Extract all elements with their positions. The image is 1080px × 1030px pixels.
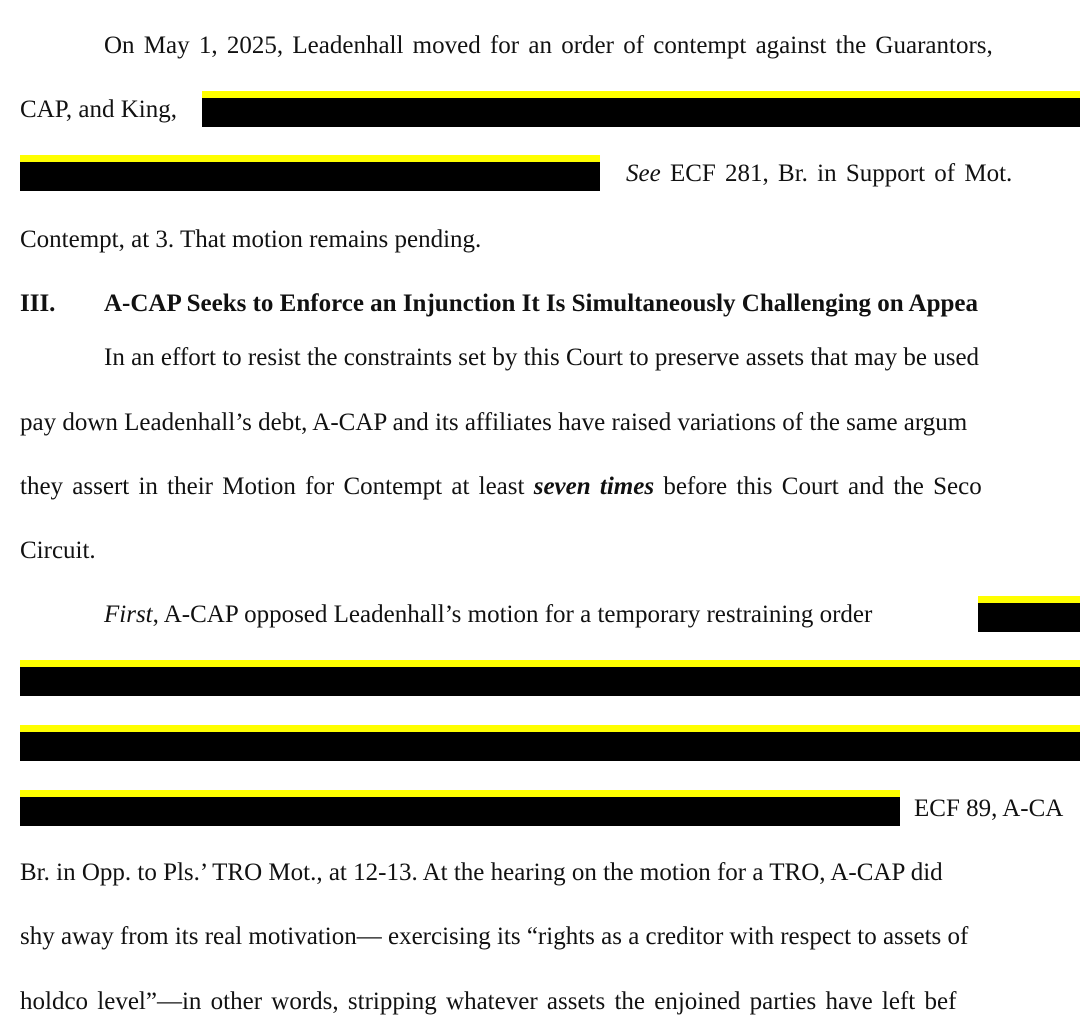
first-word: First — [104, 601, 153, 628]
redaction-block — [20, 797, 900, 826]
emphasis-seven-times: seven times — [533, 473, 655, 500]
para1-line1: On May 1, 2025, Leadenhall moved for an order of contempt against the Guarantors, — [104, 32, 993, 59]
para3-line6: shy away from its real motivation— exercising its “rights as a creditor with respect to assets of — [20, 923, 969, 950]
redaction-block — [20, 667, 1080, 696]
para1-line3 — [626, 159, 1012, 189]
redaction-block — [202, 98, 1080, 127]
para2-line4: Circuit. — [20, 537, 96, 564]
para1-line2: CAP, and King, — [20, 96, 177, 123]
para2-line1: In an effort to resist the constraints set by this Court to preserve assets that may be used — [104, 344, 980, 371]
para3-line1-rest: , A-CAP opposed Leadenhall’s motion for a temporary restraining order — [152, 601, 873, 628]
highlight-bar — [202, 91, 1080, 98]
redaction-block — [20, 162, 600, 191]
redaction-block — [20, 732, 1080, 761]
para2-line3-start: they assert in their Motion for Contempt at least — [20, 473, 534, 500]
highlight-bar — [20, 725, 1080, 732]
section-title: A-CAP Seeks to Enforce an Injunction It Is Simultaneously Challenging on Appea — [104, 290, 978, 317]
section-number: III. — [20, 290, 56, 317]
para1-line3-citation: ECF 281, Br. in Support of Mot. — [660, 160, 1013, 187]
para1-line4: Contempt, at 3. That motion remains pending. — [20, 226, 482, 253]
redaction-block — [978, 603, 1080, 632]
para2-line2: pay down Leadenhall’s debt, A-CAP and its affiliates have raised variations of the same argum — [20, 409, 968, 436]
para3-line4-citation: ECF 89, A-CA — [914, 795, 1064, 822]
highlight-bar — [20, 790, 900, 797]
para3-line7: holdco level”—in other words, stripping whatever assets the enjoined parties have left bef — [20, 988, 957, 1015]
see-signal: See — [626, 160, 661, 187]
section-heading — [0, 289, 1080, 319]
para3-line5: Br. in Opp. to Pls.’ TRO Mot., at 12-13. At the hearing on the motion for a TRO, A-CAP did — [20, 859, 943, 886]
highlight-bar — [20, 660, 1080, 667]
para2-line3 — [20, 472, 982, 502]
highlight-bar — [978, 596, 1080, 603]
para2-line3-end: before this Court and the Seco — [654, 473, 982, 500]
para3-line1 — [104, 600, 872, 630]
highlight-bar — [20, 155, 600, 162]
